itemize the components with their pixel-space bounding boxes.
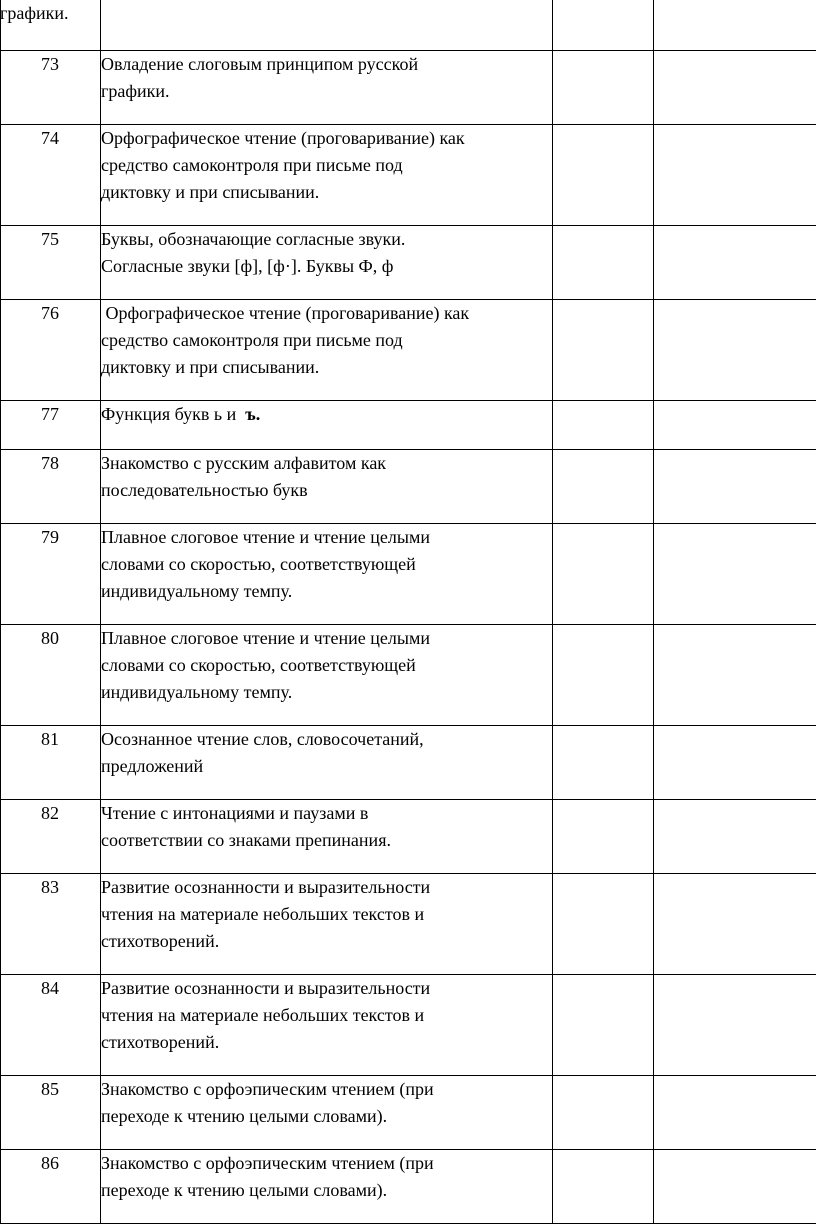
table-row <box>1 449 816 523</box>
lesson-topic-line: Осознанное чтение слов, словосочетаний, <box>101 728 424 749</box>
lesson-number: 74 <box>41 127 59 148</box>
lesson-topic-cell <box>101 624 553 725</box>
lesson-number-cell <box>1 624 101 725</box>
lesson-topic-cell <box>101 725 553 799</box>
lesson-topic-line: диктовку и при списывании. <box>101 356 320 377</box>
lesson-topic-line: средство самоконтроля при письме под <box>101 154 403 175</box>
lesson-topic-line: индивидуальному темпу. <box>101 681 293 702</box>
lesson-number: 75 <box>41 228 59 249</box>
table-row <box>1 0 816 50</box>
lesson-number: 76 <box>41 302 59 323</box>
lesson-number: 80 <box>41 627 59 648</box>
table-row <box>1 523 816 624</box>
empty-cell <box>654 400 816 449</box>
empty-cell <box>654 0 816 50</box>
empty-cell <box>553 400 654 449</box>
lesson-topic-cell <box>101 1075 553 1149</box>
lesson-number-cell <box>1 225 101 299</box>
empty-cell <box>553 225 654 299</box>
empty-cell <box>654 725 816 799</box>
lesson-number-cell <box>1 1075 101 1149</box>
lesson-topic-cell <box>101 1149 553 1223</box>
lesson-number-cell <box>1 1149 101 1223</box>
empty-cell <box>654 50 816 124</box>
table-row <box>1 400 816 449</box>
lesson-number-cell <box>1 974 101 1075</box>
lesson-topic-cell <box>101 974 553 1075</box>
lesson-topic-line: словами со скоростью, соответствующей <box>101 654 416 675</box>
empty-cell <box>553 299 654 400</box>
lesson-topic-cell <box>101 50 553 124</box>
empty-cell <box>654 124 816 225</box>
lesson-number-cell <box>1 449 101 523</box>
hard-sign-letter: ъ. <box>245 403 261 424</box>
lesson-topic-line: Согласные звуки [ф], [ф·]. Буквы Ф, ф <box>101 255 394 276</box>
lesson-topic-cell <box>101 799 553 873</box>
lesson-topic-cell <box>101 400 553 449</box>
lesson-number: 77 <box>41 403 59 424</box>
table-row <box>1 299 816 400</box>
empty-cell <box>553 873 654 974</box>
lesson-topic-cell <box>101 873 553 974</box>
lesson-number: 86 <box>41 1152 59 1173</box>
lesson-topic-line: Орфографическое чтение (проговаривание) как <box>101 302 470 323</box>
lesson-topic-cell <box>101 124 553 225</box>
empty-cell <box>654 873 816 974</box>
empty-cell <box>553 799 654 873</box>
empty-cell <box>553 0 654 50</box>
empty-cell <box>654 1149 816 1223</box>
lesson-number: 78 <box>41 452 59 473</box>
lesson-number: 83 <box>41 876 59 897</box>
lesson-topic-line: Знакомство с орфоэпическим чтением (при <box>101 1078 434 1099</box>
lesson-number-cell <box>1 873 101 974</box>
lesson-topic-line: Знакомство с русским алфавитом как <box>101 452 387 473</box>
table-row <box>1 1149 816 1223</box>
empty-cell <box>654 1075 816 1149</box>
lesson-topic-line: Буквы, обозначающие согласные звуки. <box>101 228 406 249</box>
lesson-number-cell <box>1 799 101 873</box>
lesson-topic-line: графики. <box>101 80 170 101</box>
lesson-topic-line: диктовку и при списывании. <box>101 181 320 202</box>
empty-cell <box>553 624 654 725</box>
table-row <box>1 225 816 299</box>
empty-cell <box>101 0 553 50</box>
lesson-topic-line: стихотворений. <box>101 1031 220 1052</box>
lesson-number-cell <box>1 400 101 449</box>
empty-cell <box>553 1149 654 1223</box>
lesson-topic-line: Овладение слоговым принципом русской <box>101 53 419 74</box>
table-row <box>1 873 816 974</box>
lesson-topic-line: Чтение с интонациями и паузами в <box>101 802 369 823</box>
lesson-plan-body <box>1 0 816 1223</box>
lesson-topic-line: переходе к чтению целыми словами). <box>101 1105 388 1126</box>
lesson-number-cell <box>1 50 101 124</box>
table-row <box>1 799 816 873</box>
empty-cell <box>553 523 654 624</box>
lesson-topic-line: предложений <box>101 755 204 776</box>
empty-cell <box>654 299 816 400</box>
lesson-topic-line: Функция букв ь и ъ. <box>101 403 261 424</box>
lesson-topic-line: Орфографическое чтение (проговаривание) как <box>101 127 465 148</box>
lesson-number-cell <box>1 299 101 400</box>
table-row <box>1 124 816 225</box>
continued-topic-text: графики. <box>0 3 69 23</box>
empty-cell <box>654 225 816 299</box>
empty-cell <box>654 799 816 873</box>
lesson-topic-line: чтения на материале небольших текстов и <box>101 1004 425 1025</box>
lesson-topic-cell <box>101 449 553 523</box>
lesson-number-cell <box>1 124 101 225</box>
lesson-topic-line: словами со скоростью, соответствующей <box>101 553 416 574</box>
lesson-topic-line: средство самоконтроля при письме под <box>101 329 403 350</box>
table-row <box>1 974 816 1075</box>
lesson-topic-line: чтения на материале небольших текстов и <box>101 903 425 924</box>
empty-cell <box>553 974 654 1075</box>
lesson-number-cell <box>1 725 101 799</box>
table-row <box>1 624 816 725</box>
empty-cell <box>553 50 654 124</box>
lesson-topic-cell <box>101 523 553 624</box>
empty-cell <box>553 725 654 799</box>
continued-topic-cell <box>1 0 101 50</box>
lesson-topic-line: индивидуальному темпу. <box>101 580 293 601</box>
empty-cell <box>553 1075 654 1149</box>
lesson-topic-line: Знакомство с орфоэпическим чтением (при <box>101 1152 434 1173</box>
lesson-topic-line: переходе к чтению целыми словами). <box>101 1179 388 1200</box>
table-row <box>1 725 816 799</box>
lesson-number-cell <box>1 523 101 624</box>
lesson-number: 81 <box>41 728 59 749</box>
lesson-topic-line: последовательностью букв <box>101 479 308 500</box>
table-row <box>1 1075 816 1149</box>
lesson-topic-line: Развитие осознанности и выразительности <box>101 977 431 998</box>
lesson-topic-line: стихотворений. <box>101 930 220 951</box>
lesson-topic-line: Плавное слоговое чтение и чтение целыми <box>101 526 430 547</box>
empty-cell <box>654 523 816 624</box>
lesson-topic-line: Развитие осознанности и выразительности <box>101 876 431 897</box>
lesson-number: 79 <box>41 526 59 547</box>
lesson-topic-line: Плавное слоговое чтение и чтение целыми <box>101 627 430 648</box>
lesson-topic-cell <box>101 299 553 400</box>
lesson-number: 84 <box>41 977 59 998</box>
lesson-number: 73 <box>41 53 59 74</box>
empty-cell <box>553 124 654 225</box>
lesson-topic-cell <box>101 225 553 299</box>
lesson-number: 85 <box>41 1078 59 1099</box>
empty-cell <box>553 449 654 523</box>
lesson-number: 82 <box>41 802 59 823</box>
empty-cell <box>654 624 816 725</box>
lesson-topic-line: соответствии со знаками препинания. <box>101 829 391 850</box>
empty-cell <box>654 974 816 1075</box>
empty-cell <box>654 449 816 523</box>
table-row <box>1 50 816 124</box>
